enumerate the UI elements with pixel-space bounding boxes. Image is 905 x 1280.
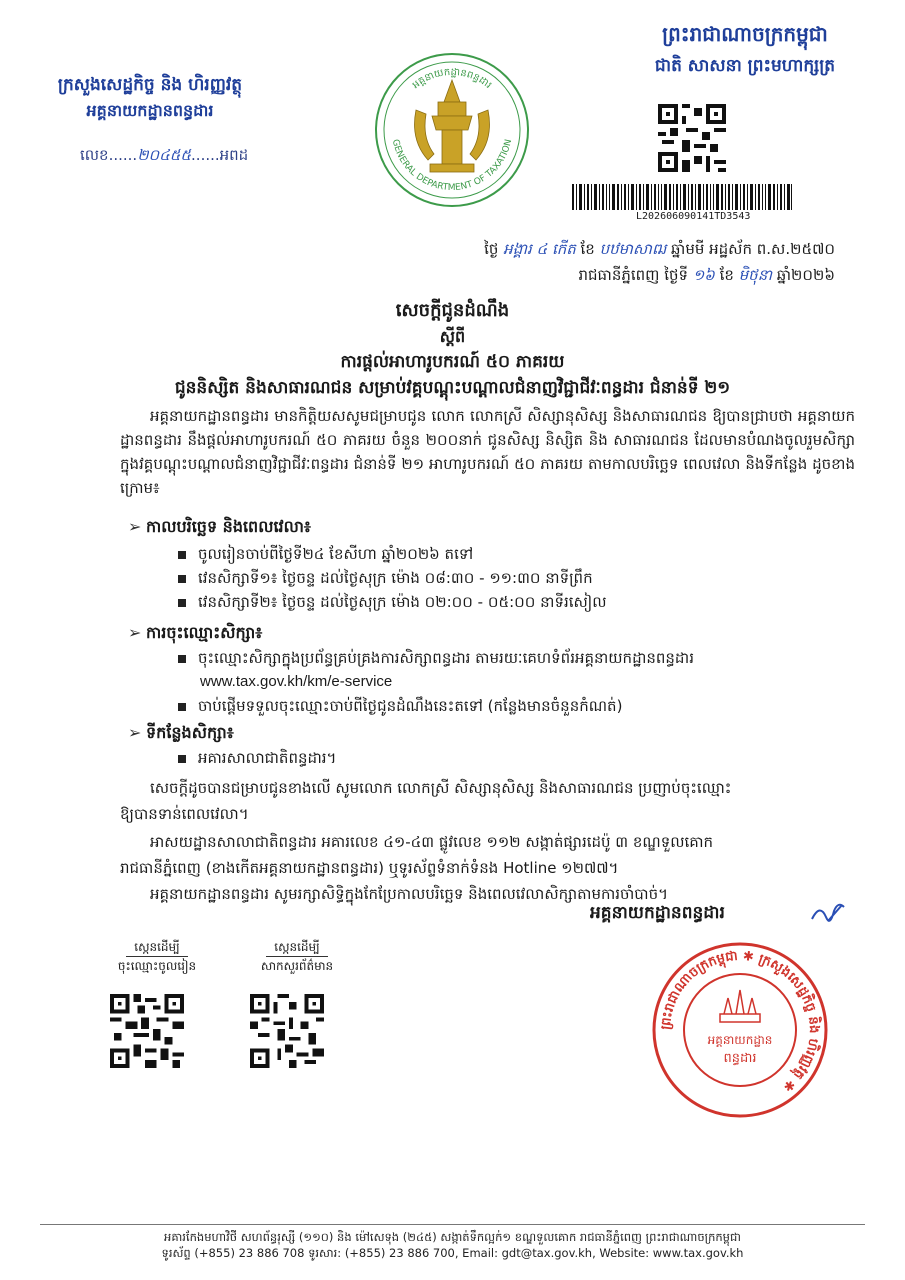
- footer-address: អគារកែងមហាវិថី សហព័ន្ធរុស្សី (១១០) និង ម៉ៅសេទុង (២៤៥) សង្កាត់ទឹកល្អក់១ ខណ្ឌទួលគោក រាជធានីភ្នំពេញ ព្រះរាជាណាចក្រកម្ពុជា: [164, 1230, 741, 1244]
- lunar-day: ៤: [536, 240, 548, 258]
- footer-divider: [40, 1224, 865, 1225]
- section-location-heading: [128, 722, 234, 746]
- scan-register-line2: ចុះឈ្មោះចូលរៀន: [117, 959, 197, 973]
- official-seal: [650, 940, 830, 1120]
- register-qr-code[interactable]: [110, 994, 184, 1068]
- square-bullet-icon: [178, 551, 186, 559]
- list-item: [178, 542, 473, 566]
- ref-suffix: ......អពដ: [191, 146, 249, 164]
- barcode-number: L202606090141TD3543: [636, 211, 751, 222]
- list-item: [178, 566, 593, 590]
- solar-day: ១៦: [692, 266, 715, 284]
- signer-title: អគ្គនាយកដ្ឋានពន្ធដារ: [590, 903, 725, 923]
- section-schedule-heading: [128, 516, 311, 540]
- document-qr-code: [658, 104, 726, 172]
- closing-paragraph-1: សេចក្តីដូចបានជម្រាបជូនខាងលើ សូមលោក លោកស្រី សិស្សានុសិស្ស និងសាធារណជន ប្រញាប់ចុះឈ្មោះ: [150, 779, 732, 797]
- notice-subject-detail: ជូននិស្សិត និងសាធារណជន សម្រាប់វគ្គបណ្តុះបណ្តាលជំនាញវិជ្ជាជីវៈពន្ធដារ ជំនាន់ទី ២១: [174, 378, 731, 398]
- date-block: [395, 236, 835, 288]
- kingdom-name: ព្រះរាជាណាចក្រកម្ពុជា: [662, 22, 828, 46]
- lunar-phase: កើត: [551, 240, 576, 258]
- list-item-text: ចាប់ផ្តើមទទួលចុះឈ្មោះចាប់ពីថ្ងៃជូនដំណឹងនេះតទៅ (កន្លែងមានចំនួនកំណត់): [198, 697, 623, 715]
- square-bullet-icon: [178, 575, 186, 583]
- section-heading: ទីកន្លែងសិក្សា៖: [146, 723, 234, 742]
- square-bullet-icon: [178, 755, 186, 763]
- address-paragraph: អាសយដ្ឋានសាលាជាតិពន្ធដារ អគារលេខ ៤១-៤៣ ផ្លូវលេខ ១១២ សង្កាត់ផ្សារដេប៉ូ ៣ ខណ្ឌទួលគោក: [150, 833, 714, 851]
- section-heading: ការចុះឈ្មោះសិក្សា៖: [146, 623, 263, 642]
- list-item: [178, 746, 336, 770]
- notice-subject-label: ស្តីពី: [439, 327, 466, 346]
- arrow-bullet-icon: ➢: [128, 517, 142, 536]
- intro-paragraph: អគ្គនាយកដ្ឋានពន្ធដារ មានកិត្តិយសសូមជម្រាបជូន លោក លោកស្រី សិស្សានុសិស្ស និងសាធារណជន ឱ្យបានជ្រាបថា អគ្គនាយកដ្ឋានពន្ធដារ នឹងផ្តល់អាហារូបករណ៍ ៥០ ភាគរយ ចំនួន ២០០នាក់ ជូនសិស្ស និស្សិត និង សាធារណជន ដែលមានបំណងចូលរួមសិក្សាក្នុងវគ្គបណ្តុះបណ្តាលជំនាញវិជ្ជាជីវៈពន្ធដារ ជំនាន់ទី ២១ អាហារូបករណ៍ ៥០ ភាគរយ តាមកាលបរិច្ឆេទ ពេលវេលា និងទីកន្លែង ដូចខាងក្រោម៖: [120, 407, 855, 497]
- logo-top-text: អគ្គនាយកដ្ឋានពន្ធដារ: [410, 66, 494, 92]
- square-bullet-icon: [178, 703, 186, 711]
- arrow-bullet-icon: ➢: [128, 723, 142, 742]
- list-item-text: វេនសិក្សាទី១៖ ថ្ងៃចន្ទ ដល់ថ្ងៃសុក្រ ម៉ោង ០៨:៣០ - ១១:៣០ នាទីព្រឹក: [198, 569, 593, 587]
- lunar-year: ឆ្នាំមមី អដ្ឋស័ក ព.ស.២៥៧០: [671, 240, 835, 258]
- scan-register-caption: [97, 938, 217, 975]
- list-item-text: ចុះឈ្មោះសិក្សាក្នុងប្រព័ន្ធគ្រប់គ្រងការសិក្សាពន្ធដារ តាមរយៈគេហទំព័រអគ្គនាយកដ្ឋានពន្ធដារ: [198, 649, 694, 667]
- notice-title-block: [60, 297, 845, 401]
- seal-center-line1: អគ្គនាយកដ្ឋាន: [707, 1033, 773, 1047]
- signature: [808, 897, 848, 933]
- seal-center-line2: ពន្ធដារ: [723, 1051, 757, 1066]
- scan-inquiry-line1: ស្កេនដើម្បី: [266, 938, 327, 957]
- kingdom-header: [615, 18, 875, 82]
- solar-month: មិថុនា: [738, 266, 772, 284]
- department-name: អគ្គនាយកដ្ឋានពន្ធដារ: [86, 101, 214, 120]
- list-item-text: ចូលរៀនចាប់ពីថ្ងៃទី២៤ ខែសីហា ឆ្នាំ២០២៦ តទៅ: [198, 545, 474, 563]
- date-label: ថ្ងៃ: [484, 240, 499, 258]
- city-date-label: រាជធានីភ្នំពេញ ថ្ងៃទី: [578, 266, 689, 284]
- notice-subject: ការផ្តល់អាហារូបករណ៍ ៥០ ភាគរយ: [340, 352, 565, 372]
- ministry-header: [30, 72, 270, 124]
- scan-inquiry-line2: សាកសួរព័ត៌មាន: [260, 959, 334, 973]
- section-registration-heading: [128, 622, 262, 646]
- seal-ring-text: ព្រះរាជាណាចក្រកម្ពុជា ✱ ក្រសួងសេដ្ឋកិច្ច និង ហិរញ្ញវត្ថុ ✱: [658, 948, 822, 1095]
- gdt-logo: [372, 50, 532, 210]
- address-paragraph-cont: រាជធានីភ្នំពេញ (ខាងកើតអគ្គនាយកដ្ឋានពន្ធដារ) ឬទូរស័ព្ទទំនាក់ទំនង Hotline ១២៧៧។: [120, 859, 619, 877]
- logo-caption: GENERAL DEPARTMENT OF TAXATION: [389, 138, 515, 194]
- tracking-barcode: [572, 184, 792, 210]
- rights-paragraph: អគ្គនាយកដ្ឋានពន្ធដារ សូមរក្សាសិទ្ធិក្នុងកែប្រែកាលបរិច្ឆេទ និងពេលវេលាសិក្សាតាមការចាំបាច់។: [150, 885, 668, 903]
- ministry-name: ក្រសួងសេដ្ឋកិច្ច និង ហិរញ្ញវត្ថុ: [57, 75, 243, 95]
- month-label: ខែ: [580, 240, 595, 258]
- footer: [40, 1229, 865, 1261]
- scan-inquiry-caption: [237, 938, 357, 975]
- solar-date: [395, 262, 835, 288]
- ref-number: ២០៤៥៥: [137, 146, 192, 164]
- list-item: [178, 590, 607, 614]
- square-bullet-icon: [178, 655, 186, 663]
- lunar-weekday: អង្គារ: [503, 240, 532, 258]
- scan-register-line1: ស្កេនដើម្បី: [126, 938, 187, 957]
- arrow-bullet-icon: ➢: [128, 623, 142, 642]
- notice-title: សេចក្តីជូនដំណឹង: [395, 300, 510, 321]
- list-item: [178, 646, 694, 670]
- solar-year: ឆ្នាំ២០២៦: [776, 266, 835, 284]
- list-item: [178, 694, 622, 718]
- footer-contact: ទូរស័ព្ទ (+855) 23 886 708 ទូរសារ: (+855) 23 886 700, Email: gdt@tax.gov.kh, Website: www.tax.gov.kh: [161, 1246, 744, 1260]
- national-motto: ជាតិ សាសនា ព្រះមហាក្សត្រ: [654, 56, 836, 76]
- list-item-text: អគារសាលាជាតិពន្ធដារ។: [198, 749, 337, 767]
- ref-prefix: លេខ......: [80, 146, 138, 164]
- reference-number: [80, 146, 248, 168]
- list-item-text: វេនសិក្សាទី២៖ ថ្ងៃចន្ទ ដល់ថ្ងៃសុក្រ ម៉ោង ០២:០០ - ០៥:០០ នាទីរសៀល: [198, 593, 607, 611]
- lunar-date: [395, 236, 835, 262]
- section-heading: កាលបរិច្ឆេទ និងពេលវេលា៖: [146, 517, 311, 536]
- square-bullet-icon: [178, 599, 186, 607]
- inquiry-qr-code[interactable]: [250, 994, 324, 1068]
- e-service-link[interactable]: www.tax.gov.kh/km/e-service: [200, 673, 393, 690]
- closing-paragraph-1-cont: ឱ្យបានទាន់ពេលវេលា។: [120, 805, 249, 823]
- solar-month-label: ខែ: [719, 266, 734, 284]
- lunar-month: បឋមាសាឍ: [599, 240, 667, 258]
